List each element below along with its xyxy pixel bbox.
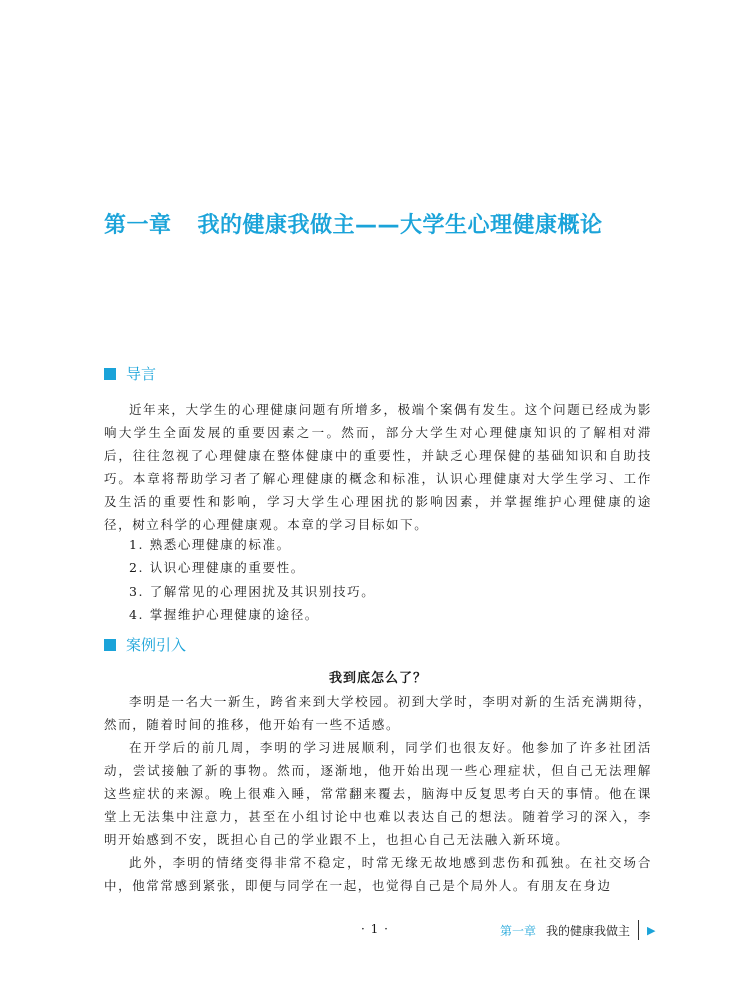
intro-text bbox=[104, 398, 652, 536]
next-arrow-icon: ▶ bbox=[647, 923, 656, 937]
footer-chapter-number: 第一章 bbox=[500, 923, 537, 938]
list-item: 1. 熟悉心理健康的标准。 bbox=[129, 537, 291, 552]
chapter-title bbox=[104, 208, 704, 239]
section-square-icon bbox=[104, 368, 116, 380]
footer-divider bbox=[638, 920, 639, 940]
chapter-heading-text: 我的健康我做主——大学生心理健康概论 bbox=[197, 213, 603, 238]
section-heading-case bbox=[104, 636, 186, 654]
footer-chapter-title: 我的健康我做主 bbox=[546, 923, 631, 938]
case-title: 我到底怎么了？ bbox=[328, 671, 427, 686]
section-square-icon bbox=[104, 639, 116, 651]
page-number: · 1 · bbox=[361, 922, 389, 936]
case-paragraph: 李明是一名大一新生，跨省来到大学校园。初到大学时，李明对新的生活充满期待，然而，随着时间的推移，他开始有一些不适感。 bbox=[104, 694, 652, 732]
intro-paragraph: 近年来，大学生的心理健康问题有所增多，极端个案偶有发生。这个问题已经成为影响大学生全面发展的重要因素之一。然而，部分大学生对心理健康知识的了解相对滞后，往往忽视了心理健康在整体健康中的重要性，并缺乏心理保健的基础知识和自助技巧。本章将帮助学习者了解心理健康的概念和标准，认识心理健康对大学生学习、工作及生活的重要性和影响，学习大学生心理困扰的影响因素，并掌握维护心理健康的途径，树立科学的心理健康观。本章的学习目标如下。 bbox=[104, 402, 652, 532]
section-heading-case-label: 案例引入 bbox=[126, 636, 187, 654]
running-footer bbox=[500, 920, 656, 940]
list-item: 2. 认识心理健康的重要性。 bbox=[129, 560, 305, 576]
list-item: 3. 了解常见的心理困扰及其识别技巧。 bbox=[129, 583, 376, 599]
list-item: 4. 掌握维护心理健康的途径。 bbox=[129, 607, 319, 623]
case-text bbox=[104, 690, 652, 897]
section-heading-intro bbox=[104, 365, 156, 383]
case-paragraph: 此外，李明的情绪变得非常不稳定，时常无缘无故地感到悲伤和孤独。在社交场合中，他常常感到紧张，即便与同学在一起，也觉得自己是个局外人。有朋友在身边 bbox=[104, 855, 652, 893]
case-paragraph: 在开学后的前几周，李明的学习进展顺利，同学们也很友好。他参加了许多社团活动，尝试接触了新的事物。然而，逐渐地，他开始出现一些心理症状，但自己无法理解这些症状的来源。晚上很难入睡，常常翻来覆去，脑海中反复思考白天的事情。他在课堂上无法集中注意力，甚至在小组讨论中也难以表达自己的想法。随着学习的深入，李明开始感到不安，既担心自己的学业跟不上，也担心自己无法融入新环境。 bbox=[104, 740, 652, 847]
learning-objectives-list bbox=[104, 533, 652, 627]
section-heading-intro-label: 导言 bbox=[126, 365, 157, 383]
chapter-number: 第一章 bbox=[104, 213, 172, 238]
